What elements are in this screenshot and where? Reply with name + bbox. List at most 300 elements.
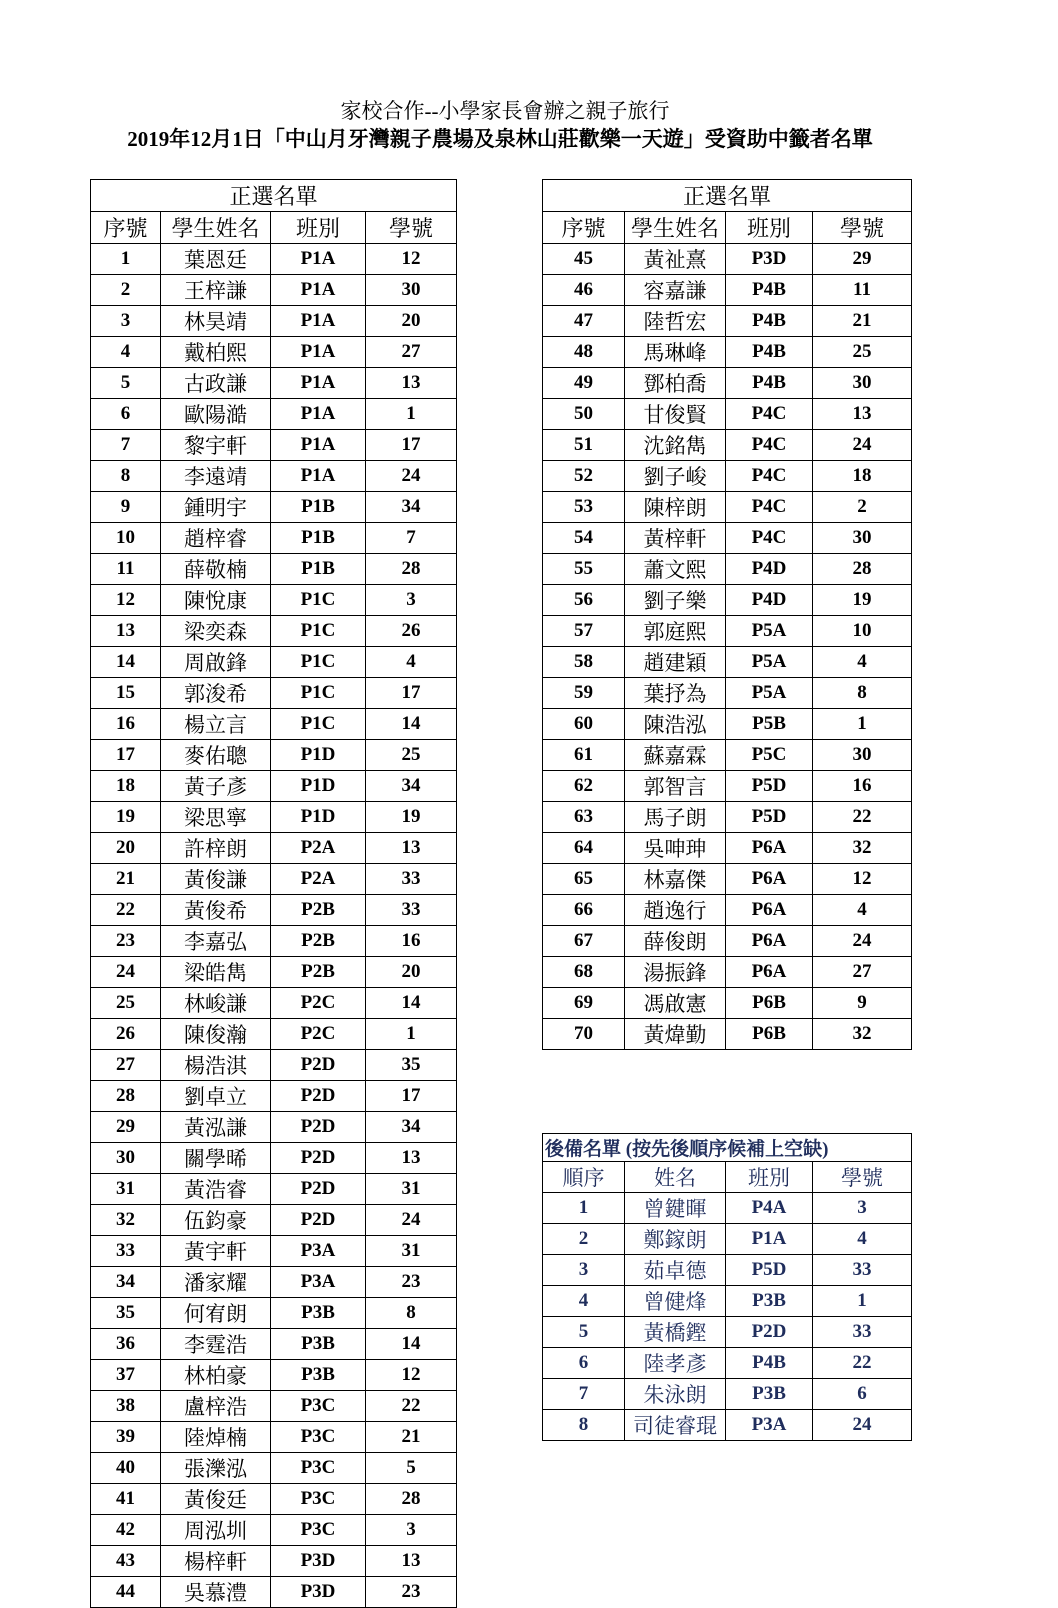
class: P4D bbox=[726, 554, 813, 585]
class: P5A bbox=[726, 616, 813, 647]
table-row bbox=[543, 523, 912, 554]
student-name: 朱泳朗 bbox=[625, 1379, 726, 1410]
table-row bbox=[91, 678, 457, 709]
student-name: 趙建穎 bbox=[625, 647, 726, 678]
table-row bbox=[91, 864, 457, 895]
table-row bbox=[91, 430, 457, 461]
table-row bbox=[543, 771, 912, 802]
row-no: 52 bbox=[543, 461, 625, 492]
student-no: 8 bbox=[366, 1298, 457, 1329]
row-no: 39 bbox=[91, 1422, 161, 1453]
row-no: 17 bbox=[91, 740, 161, 771]
row-no: 3 bbox=[91, 306, 161, 337]
class: P3A bbox=[271, 1236, 366, 1267]
student-name: 馮啟憲 bbox=[625, 988, 726, 1019]
student-no: 17 bbox=[366, 678, 457, 709]
table-row bbox=[91, 1391, 457, 1422]
row-no: 4 bbox=[91, 337, 161, 368]
table-row bbox=[91, 1329, 457, 1360]
student-name: 黃浩睿 bbox=[161, 1174, 271, 1205]
table-row bbox=[543, 1379, 912, 1410]
student-name: 梁奕森 bbox=[161, 616, 271, 647]
student-no: 32 bbox=[813, 833, 912, 864]
reserve-list-table bbox=[542, 1133, 912, 1441]
class: P2D bbox=[271, 1143, 366, 1174]
reserve-header-no: 順序 bbox=[543, 1162, 625, 1193]
student-no: 33 bbox=[813, 1255, 912, 1286]
class: P5D bbox=[726, 771, 813, 802]
reserve-header-row bbox=[543, 1162, 912, 1193]
row-no: 30 bbox=[91, 1143, 161, 1174]
table-row bbox=[543, 492, 912, 523]
table-row bbox=[543, 337, 912, 368]
row-no: 10 bbox=[91, 523, 161, 554]
student-name: 陳俊瀚 bbox=[161, 1019, 271, 1050]
student-no: 35 bbox=[366, 1050, 457, 1081]
student-no: 34 bbox=[366, 771, 457, 802]
student-name: 湯振鋒 bbox=[625, 957, 726, 988]
table-row bbox=[91, 399, 457, 430]
student-name: 吳慕澧 bbox=[161, 1577, 271, 1608]
table-row bbox=[543, 1410, 912, 1441]
row-no: 20 bbox=[91, 833, 161, 864]
class: P2D bbox=[271, 1174, 366, 1205]
table-row bbox=[91, 709, 457, 740]
table-row bbox=[91, 802, 457, 833]
student-name: 陸焯楠 bbox=[161, 1422, 271, 1453]
student-no: 21 bbox=[366, 1422, 457, 1453]
student-name: 薛敬楠 bbox=[161, 554, 271, 585]
table-row bbox=[543, 461, 912, 492]
main-right-header-row bbox=[543, 212, 912, 244]
class: P2B bbox=[271, 957, 366, 988]
row-no: 57 bbox=[543, 616, 625, 647]
student-name: 黃橋鏗 bbox=[625, 1317, 726, 1348]
table-row bbox=[91, 833, 457, 864]
class: P6A bbox=[726, 926, 813, 957]
student-name: 郭庭熙 bbox=[625, 616, 726, 647]
student-name: 曾健烽 bbox=[625, 1286, 726, 1317]
class: P1A bbox=[271, 275, 366, 306]
row-no: 9 bbox=[91, 492, 161, 523]
table-row bbox=[91, 988, 457, 1019]
student-no: 19 bbox=[813, 585, 912, 616]
table-row bbox=[91, 647, 457, 678]
row-no: 3 bbox=[543, 1255, 625, 1286]
row-no: 44 bbox=[91, 1577, 161, 1608]
row-no: 65 bbox=[543, 864, 625, 895]
student-name: 李霆浩 bbox=[161, 1329, 271, 1360]
student-no: 34 bbox=[366, 492, 457, 523]
row-no: 7 bbox=[91, 430, 161, 461]
table-row bbox=[91, 1143, 457, 1174]
class: P4D bbox=[726, 585, 813, 616]
main-left-caption-row bbox=[91, 180, 457, 212]
student-no: 12 bbox=[366, 1360, 457, 1391]
student-name: 張濼泓 bbox=[161, 1453, 271, 1484]
row-no: 31 bbox=[91, 1174, 161, 1205]
class: P2D bbox=[271, 1050, 366, 1081]
student-name: 黃俊希 bbox=[161, 895, 271, 926]
student-name: 司徒睿琨 bbox=[625, 1410, 726, 1441]
row-no: 59 bbox=[543, 678, 625, 709]
row-no: 63 bbox=[543, 802, 625, 833]
student-no: 20 bbox=[366, 306, 457, 337]
row-no: 69 bbox=[543, 988, 625, 1019]
class: P2C bbox=[271, 988, 366, 1019]
student-no: 7 bbox=[366, 523, 457, 554]
row-no: 64 bbox=[543, 833, 625, 864]
student-name: 郭浚希 bbox=[161, 678, 271, 709]
class: P3D bbox=[726, 244, 813, 275]
class: P1A bbox=[271, 244, 366, 275]
row-no: 7 bbox=[543, 1379, 625, 1410]
table-row bbox=[91, 1577, 457, 1608]
student-no: 17 bbox=[366, 430, 457, 461]
student-name: 吳呻珅 bbox=[625, 833, 726, 864]
table-row bbox=[91, 368, 457, 399]
main-left-header-row bbox=[91, 212, 457, 244]
class: P4B bbox=[726, 368, 813, 399]
page-subtitle: 2019年12月1日「中山月牙灣親子農場及泉林山莊歡樂一天遊」受資助中籤者名單 bbox=[127, 127, 873, 151]
row-no: 6 bbox=[91, 399, 161, 430]
row-no: 14 bbox=[91, 647, 161, 678]
table-row bbox=[543, 1286, 912, 1317]
student-no: 30 bbox=[813, 523, 912, 554]
student-name: 戴柏熙 bbox=[161, 337, 271, 368]
page-header bbox=[0, 98, 1000, 154]
row-no: 36 bbox=[91, 1329, 161, 1360]
class: P3C bbox=[271, 1453, 366, 1484]
student-no: 22 bbox=[813, 802, 912, 833]
main-right-caption: 正選名單 bbox=[543, 180, 912, 212]
class: P2B bbox=[271, 895, 366, 926]
class: P3C bbox=[271, 1515, 366, 1546]
row-no: 68 bbox=[543, 957, 625, 988]
row-no: 25 bbox=[91, 988, 161, 1019]
student-name: 盧梓浩 bbox=[161, 1391, 271, 1422]
class: P3A bbox=[271, 1267, 366, 1298]
class: P1C bbox=[271, 647, 366, 678]
class: P4B bbox=[726, 337, 813, 368]
student-no: 2 bbox=[813, 492, 912, 523]
class: P2D bbox=[271, 1112, 366, 1143]
student-no: 28 bbox=[366, 1484, 457, 1515]
student-no: 24 bbox=[366, 461, 457, 492]
student-name: 趙逸行 bbox=[625, 895, 726, 926]
class: P6B bbox=[726, 988, 813, 1019]
table-row bbox=[91, 1236, 457, 1267]
student-no: 1 bbox=[366, 1019, 457, 1050]
student-name: 林峻謙 bbox=[161, 988, 271, 1019]
table-row bbox=[91, 771, 457, 802]
student-no: 24 bbox=[813, 430, 912, 461]
student-name: 黃俊謙 bbox=[161, 864, 271, 895]
table-row bbox=[91, 492, 457, 523]
class: P2D bbox=[726, 1317, 813, 1348]
row-no: 53 bbox=[543, 492, 625, 523]
student-no: 20 bbox=[366, 957, 457, 988]
student-name: 林嘉傑 bbox=[625, 864, 726, 895]
class: P1D bbox=[271, 802, 366, 833]
row-no: 2 bbox=[543, 1224, 625, 1255]
student-no: 17 bbox=[366, 1081, 457, 1112]
row-no: 6 bbox=[543, 1348, 625, 1379]
student-no: 33 bbox=[813, 1317, 912, 1348]
student-name: 沈銘雋 bbox=[625, 430, 726, 461]
class: P1A bbox=[726, 1224, 813, 1255]
row-no: 60 bbox=[543, 709, 625, 740]
table-row bbox=[543, 275, 912, 306]
student-name: 趙梓睿 bbox=[161, 523, 271, 554]
class: P1A bbox=[271, 368, 366, 399]
class: P6B bbox=[726, 1019, 813, 1050]
row-no: 56 bbox=[543, 585, 625, 616]
student-name: 王梓謙 bbox=[161, 275, 271, 306]
student-no: 14 bbox=[366, 988, 457, 1019]
row-no: 1 bbox=[91, 244, 161, 275]
student-no: 3 bbox=[366, 1515, 457, 1546]
student-name: 梁思寧 bbox=[161, 802, 271, 833]
class: P5D bbox=[726, 802, 813, 833]
student-name: 楊浩淇 bbox=[161, 1050, 271, 1081]
student-no: 26 bbox=[366, 616, 457, 647]
student-no: 30 bbox=[366, 275, 457, 306]
row-no: 49 bbox=[543, 368, 625, 399]
row-no: 4 bbox=[543, 1286, 625, 1317]
row-no: 11 bbox=[91, 554, 161, 585]
class: P2B bbox=[271, 926, 366, 957]
student-name: 李遠靖 bbox=[161, 461, 271, 492]
class: P6A bbox=[726, 957, 813, 988]
row-no: 8 bbox=[91, 461, 161, 492]
table-row bbox=[543, 1224, 912, 1255]
student-name: 茹卓德 bbox=[625, 1255, 726, 1286]
student-name: 黃梓軒 bbox=[625, 523, 726, 554]
student-name: 陸哲宏 bbox=[625, 306, 726, 337]
table-row bbox=[543, 1193, 912, 1224]
student-name: 陳悅康 bbox=[161, 585, 271, 616]
row-no: 38 bbox=[91, 1391, 161, 1422]
row-no: 51 bbox=[543, 430, 625, 461]
class: P1C bbox=[271, 678, 366, 709]
student-name: 陳梓朗 bbox=[625, 492, 726, 523]
student-no: 29 bbox=[813, 244, 912, 275]
table-row bbox=[91, 957, 457, 988]
row-no: 16 bbox=[91, 709, 161, 740]
student-name: 甘俊賢 bbox=[625, 399, 726, 430]
row-no: 19 bbox=[91, 802, 161, 833]
table-row bbox=[543, 585, 912, 616]
student-no: 25 bbox=[366, 740, 457, 771]
student-no: 27 bbox=[813, 957, 912, 988]
row-no: 22 bbox=[91, 895, 161, 926]
student-name: 黃宇軒 bbox=[161, 1236, 271, 1267]
student-name: 蕭文熙 bbox=[625, 554, 726, 585]
row-no: 8 bbox=[543, 1410, 625, 1441]
table-row bbox=[91, 1453, 457, 1484]
table-row bbox=[543, 647, 912, 678]
student-name: 劉卓立 bbox=[161, 1081, 271, 1112]
table-row bbox=[91, 1422, 457, 1453]
student-name: 鄭鎵朗 bbox=[625, 1224, 726, 1255]
table-row bbox=[543, 802, 912, 833]
table-row bbox=[543, 616, 912, 647]
class: P3B bbox=[271, 1329, 366, 1360]
row-no: 5 bbox=[543, 1317, 625, 1348]
class: P2A bbox=[271, 833, 366, 864]
student-no: 3 bbox=[366, 585, 457, 616]
student-name: 陳浩泓 bbox=[625, 709, 726, 740]
table-row bbox=[543, 926, 912, 957]
row-no: 32 bbox=[91, 1205, 161, 1236]
row-no: 37 bbox=[91, 1360, 161, 1391]
row-no: 62 bbox=[543, 771, 625, 802]
row-no: 55 bbox=[543, 554, 625, 585]
row-no: 40 bbox=[91, 1453, 161, 1484]
class: P3B bbox=[726, 1286, 813, 1317]
table-row bbox=[543, 709, 912, 740]
reserve-header-name: 姓名 bbox=[625, 1162, 726, 1193]
table-row bbox=[543, 368, 912, 399]
row-no: 21 bbox=[91, 864, 161, 895]
student-name: 劉子樂 bbox=[625, 585, 726, 616]
student-no: 28 bbox=[813, 554, 912, 585]
table-row bbox=[91, 1484, 457, 1515]
table-row bbox=[91, 1174, 457, 1205]
class: P2D bbox=[271, 1081, 366, 1112]
student-no: 18 bbox=[813, 461, 912, 492]
class: P4C bbox=[726, 399, 813, 430]
student-name: 李嘉弘 bbox=[161, 926, 271, 957]
main-right-caption-row bbox=[543, 180, 912, 212]
student-no: 12 bbox=[813, 864, 912, 895]
student-no: 31 bbox=[366, 1174, 457, 1205]
student-name: 蘇嘉霖 bbox=[625, 740, 726, 771]
student-name: 周啟鋒 bbox=[161, 647, 271, 678]
student-no: 13 bbox=[366, 1546, 457, 1577]
student-no: 9 bbox=[813, 988, 912, 1019]
student-no: 4 bbox=[813, 895, 912, 926]
table-row bbox=[91, 926, 457, 957]
main-right-header-name: 學生姓名 bbox=[625, 212, 726, 244]
class: P5B bbox=[726, 709, 813, 740]
row-no: 58 bbox=[543, 647, 625, 678]
student-no: 24 bbox=[813, 1410, 912, 1441]
main-right-header-no: 序號 bbox=[543, 212, 625, 244]
row-no: 66 bbox=[543, 895, 625, 926]
student-no: 13 bbox=[813, 399, 912, 430]
table-row bbox=[91, 337, 457, 368]
table-row bbox=[543, 1317, 912, 1348]
student-name: 葉抒為 bbox=[625, 678, 726, 709]
class: P1A bbox=[271, 399, 366, 430]
table-row bbox=[91, 275, 457, 306]
main-right-header-student-no: 學號 bbox=[813, 212, 912, 244]
student-no: 24 bbox=[366, 1205, 457, 1236]
table-row bbox=[91, 1515, 457, 1546]
main-left-header-class: 班別 bbox=[271, 212, 366, 244]
student-name: 容嘉謙 bbox=[625, 275, 726, 306]
table-row bbox=[543, 895, 912, 926]
table-row bbox=[91, 895, 457, 926]
table-row bbox=[543, 678, 912, 709]
student-no: 4 bbox=[813, 647, 912, 678]
row-no: 50 bbox=[543, 399, 625, 430]
table-row bbox=[91, 523, 457, 554]
student-no: 10 bbox=[813, 616, 912, 647]
class: P2C bbox=[271, 1019, 366, 1050]
student-no: 8 bbox=[813, 678, 912, 709]
student-no: 16 bbox=[366, 926, 457, 957]
student-no: 1 bbox=[813, 1286, 912, 1317]
reserve-caption: 後備名單 (按先後順序候補上空缺) bbox=[543, 1134, 912, 1162]
student-name: 楊立言 bbox=[161, 709, 271, 740]
class: P1A bbox=[271, 461, 366, 492]
row-no: 54 bbox=[543, 523, 625, 554]
row-no: 29 bbox=[91, 1112, 161, 1143]
student-no: 25 bbox=[813, 337, 912, 368]
row-no: 27 bbox=[91, 1050, 161, 1081]
row-no: 23 bbox=[91, 926, 161, 957]
class: P6A bbox=[726, 833, 813, 864]
class: P1A bbox=[271, 306, 366, 337]
student-name: 黃子彥 bbox=[161, 771, 271, 802]
student-name: 薛俊朗 bbox=[625, 926, 726, 957]
table-row bbox=[91, 1267, 457, 1298]
row-no: 47 bbox=[543, 306, 625, 337]
class: P4C bbox=[726, 461, 813, 492]
student-no: 30 bbox=[813, 740, 912, 771]
student-no: 28 bbox=[366, 554, 457, 585]
class: P5D bbox=[726, 1255, 813, 1286]
class: P1C bbox=[271, 585, 366, 616]
main-left-header-student-no: 學號 bbox=[366, 212, 457, 244]
table-row bbox=[543, 244, 912, 275]
student-name: 關學晞 bbox=[161, 1143, 271, 1174]
class: P4B bbox=[726, 1348, 813, 1379]
class: P3C bbox=[271, 1484, 366, 1515]
student-no: 1 bbox=[813, 709, 912, 740]
table-row bbox=[543, 988, 912, 1019]
student-no: 24 bbox=[813, 926, 912, 957]
table-row bbox=[543, 554, 912, 585]
row-no: 48 bbox=[543, 337, 625, 368]
main-right-header-class: 班別 bbox=[726, 212, 813, 244]
student-name: 葉恩廷 bbox=[161, 244, 271, 275]
student-no: 13 bbox=[366, 1143, 457, 1174]
row-no: 35 bbox=[91, 1298, 161, 1329]
student-name: 鍾明宇 bbox=[161, 492, 271, 523]
table-row bbox=[543, 833, 912, 864]
student-no: 23 bbox=[366, 1267, 457, 1298]
table-row bbox=[91, 1546, 457, 1577]
student-no: 32 bbox=[813, 1019, 912, 1050]
student-name: 潘家耀 bbox=[161, 1267, 271, 1298]
class: P1B bbox=[271, 492, 366, 523]
class: P3C bbox=[271, 1422, 366, 1453]
table-row bbox=[91, 1019, 457, 1050]
student-name: 楊梓軒 bbox=[161, 1546, 271, 1577]
table-row bbox=[91, 554, 457, 585]
student-no: 33 bbox=[366, 895, 457, 926]
table-row bbox=[91, 244, 457, 275]
table-row bbox=[543, 957, 912, 988]
row-no: 67 bbox=[543, 926, 625, 957]
student-no: 13 bbox=[366, 368, 457, 399]
student-name: 何宥朗 bbox=[161, 1298, 271, 1329]
class: P5A bbox=[726, 678, 813, 709]
